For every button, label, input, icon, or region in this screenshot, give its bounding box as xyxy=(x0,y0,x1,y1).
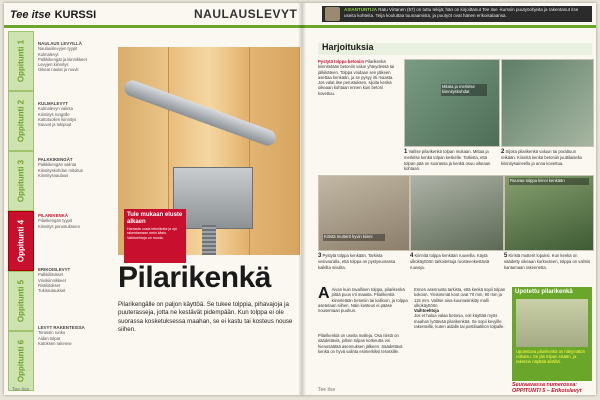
sidebar-line: Oikeat naulat ja ruuvit xyxy=(38,67,79,73)
sidebar-panel xyxy=(512,287,592,381)
sidebar-block-active xyxy=(38,213,116,229)
brand-title: Tee itse xyxy=(10,9,51,21)
sidebar-line: Kiinnityskohdan mitoitus xyxy=(38,167,83,173)
sidebar-line: Kiinnitys perustukseen xyxy=(38,223,80,229)
step-5-caption: 5 Kiristä mutterit lopuksi. Kun kenkä on säädetty oikeaan korkeuteen, tolppa on valmis kantamaan rakennetta. xyxy=(504,253,591,270)
step-photo-5 xyxy=(504,175,594,251)
sidebar-line: Kulmalevyt xyxy=(38,51,59,57)
sidebar-block xyxy=(38,157,116,178)
step-photo-4 xyxy=(410,175,504,251)
expert-box xyxy=(322,6,592,22)
sidebar-line: Kattotuolien kiinnitys xyxy=(38,116,77,122)
sidebar-line: Vinokiinnikkeet xyxy=(38,277,66,283)
sub-heading: Vaihtoehtoja xyxy=(414,308,439,314)
folio-right: Tee itse xyxy=(318,387,336,393)
sidebar-block-heading: PALKKIKENGÄT xyxy=(38,157,73,162)
article-lead: Pilarikengälle on paljon käyttöä. Se tukee tolppia, pihavajoja ja puuterasseja, jotta ne kestävät pidempään. Kun tolppa ei ole suorassa kosketuksessa maahan, se ei kastu tai kosteus nouse siihen. xyxy=(118,301,293,334)
sidebar-line: Katoksen rakenne xyxy=(38,340,72,346)
sidebar-block-heading: ERIKOISLEVYT xyxy=(38,267,71,272)
sidebar-block-heading: PILARIKENKÄ xyxy=(38,213,69,218)
body-column-2: Pilarikenkiä on useita malleja. Osa niistä on säädettäviä, jolloin tolpan korkeutta voi hienosäätää asennuksen jälkeen. Säädettävä kenkä on hyvä valinta esimerkiksi terassille. xyxy=(318,333,403,354)
step-3-caption: 3 Pystytä tolppa kenkään. Tarkista vesivaa'alla, että tolppa on pystysuorassa kaikilta sivuilta. xyxy=(318,253,396,270)
promo-box xyxy=(124,209,186,263)
sidebar-line: Naulauslevyjen tyypit xyxy=(38,46,78,52)
expert-label: ASIANTUNTIJA xyxy=(344,7,378,12)
expert-text: Ratu Virtanen (57) on tuttu tekijä; hän on kirjoittanut Tee itse -kurssin puutyöohjeita ja rakentanut itse useita kohteita. Teija kouluttaa tuunaamista, ja puutyöt ovat hänen erikoisalaansa. xyxy=(344,7,579,18)
threaded-rod xyxy=(202,225,216,255)
sidebar-line: Ristiliitokset xyxy=(38,282,61,288)
body-column-1: A Aivan kuin tavallinen tolppa, pilarikenkä pitää puun irti maasta. Pilarikenkä kiinnitetään betoniin tai kallioon, ja tolppa asetetaan siihen. Näin kosteus ei pääse nousemaan puuhun. xyxy=(318,285,408,314)
sidebar-line: Palkkikengän valinta xyxy=(38,162,77,168)
panel-photo xyxy=(516,299,588,347)
article-title: Pilarikenkä xyxy=(118,261,271,294)
sidebar-line: Kiinnitysnaulaus xyxy=(38,172,69,178)
tab-oppitunti-6[interactable]: Oppitunti 6 xyxy=(8,331,34,391)
sidebar-block-heading: KULMALEVYT xyxy=(38,101,69,106)
sidebar-block xyxy=(38,101,116,127)
tab-oppitunti-1[interactable]: Oppitunti 1 xyxy=(8,31,34,91)
step-2-caption: 2 Sijoita pilarikenkä valuun tai porattuun reikään. Kiinnitä kenkä betoniin juuttilaisella kiinnitysaineella ja anna kovettua. xyxy=(501,149,582,166)
sidebar-line: Terassin runko xyxy=(38,330,66,336)
article-topic: NAULAUSLEVYT xyxy=(194,7,298,21)
photo-annotation: Ruuvaa tolppa kiinni kenkään xyxy=(509,178,589,185)
step-4-caption: 4 Kiinnitä tolppa kenkään ruuveilla. Käytä ulkokäyttöön tarkoitettuja ruosteenkestäviä ruuveja. xyxy=(410,253,490,270)
sidebar-line: Kulmalevyn valinta xyxy=(38,106,73,112)
sidebar-block xyxy=(38,267,116,293)
step-photo-2 xyxy=(501,59,594,147)
sidebar-line: Levyjen kiinnitys xyxy=(38,62,69,68)
lesson-tabs xyxy=(8,31,34,391)
sidebar-line: Sauvat ja tukipuut xyxy=(38,122,72,128)
tab-oppitunti-4[interactable]: Oppitunti 4 xyxy=(8,211,34,271)
body-column-3: Ennen asennusta tarkista, että kenkä sopii tolpan kokoon. Yleisimmät koot ovat 70 mm, 90 mm ja 115 mm. Valitse aina kuumasinkitty malli ulkokäyttöön. Vaihtoehtoja Jos et halua valaa betonia, voit käyttää myös maahan lyötävää pilarikenkää. Se sopii kevyille rakenteille, kuten aidalle tai postilaatikon tolpalle. xyxy=(414,287,506,330)
panel-title: Upotettu pilarikenkä xyxy=(515,289,573,295)
sidebar-line: Tukirautaukset xyxy=(38,288,66,294)
sidebar-block xyxy=(38,41,116,73)
step-photo-1 xyxy=(404,59,500,147)
sub-text: Jos et halua valaa betonia, voit käyttää myös maahan lyötävää pilarikenkää. Se sopii kevyille rakenteille, kuten aidalle tai postilaatikon tolpalle. xyxy=(414,313,505,330)
section-title-harjoituksia: Harjoituksia xyxy=(322,42,374,52)
sidebar-line: Aidan tolpat xyxy=(38,335,61,341)
sidebar-line: Pilarikengän tyypit xyxy=(38,218,72,224)
page-gutter xyxy=(298,3,306,395)
sidebar-block xyxy=(38,325,116,346)
photo-annotation: Mitata ja merkitse kiinnityskohdat xyxy=(441,84,487,96)
intro-body: Pilarikenkä kiinnitetään betoniin valun yhteydessä tai jälkikäteen. Tolppa voidaan sen jälkeen asettaa kenkään, ja se pysyy irti maasta. Jos valat itse perustuksen, sijoita kenkä oikeaan kohtaan ennen kuin betoni kovettuu. xyxy=(318,59,395,96)
tab-oppitunti-5[interactable]: Oppitunti 5 xyxy=(8,271,34,331)
sidebar-block-heading: NAULAUS LEVYILLÄ xyxy=(38,41,82,46)
tab-oppitunti-2[interactable]: Oppitunti 2 xyxy=(8,91,34,151)
promo-text: Harrasta uusia tekniikoita ja opi rakentamaan omin käsin. Vaihtoehtoja on monia. xyxy=(127,227,177,240)
tab-oppitunti-3[interactable]: Oppitunti 3 xyxy=(8,151,34,211)
next-issue-note: Seuraavassa numerossa: OPPITUNTI 5 – Erikoislevyt xyxy=(512,382,582,394)
intro-heading: Pystytä tolppa betoniin xyxy=(318,59,365,64)
photo-annotation: Kiristä mutterit hyvin kiinni xyxy=(323,234,385,241)
section-title: KURSSI xyxy=(54,9,97,21)
expert-photo xyxy=(325,7,340,21)
header-left xyxy=(10,7,96,23)
sidebar-line: Kiinnitys rungolle xyxy=(38,111,70,117)
panel-text: Upotettava pilarikenkä on näkymätön ratkaisu. Se jää tolpan sisään, ja rakenne näyttää siistiltä. xyxy=(516,349,585,364)
magazine-spread xyxy=(4,3,596,395)
promo-title: Tule mukaan eluste alkaen xyxy=(127,212,183,225)
sidebar-line: Palkkikengät ja kiinnikkeet xyxy=(38,56,87,62)
sidebar-line: Palkkiliitokset xyxy=(38,272,64,278)
intro-text xyxy=(318,59,400,96)
sidebar-block-heading: LEVYT RAKENTEISSA xyxy=(38,325,85,330)
step-photo-3 xyxy=(318,175,410,251)
folio-left: Tee itse xyxy=(12,387,30,393)
step-1-caption: 1 Valitse pilarikenkä tolpan mukaan. Mittaa ja merkitse kenkä tolpan keskelle. Tarkista, että tolpan pää on suorassa ja kenkä osuu oikeaan kohtaan. xyxy=(404,149,491,171)
drop-cap: A xyxy=(318,285,330,302)
